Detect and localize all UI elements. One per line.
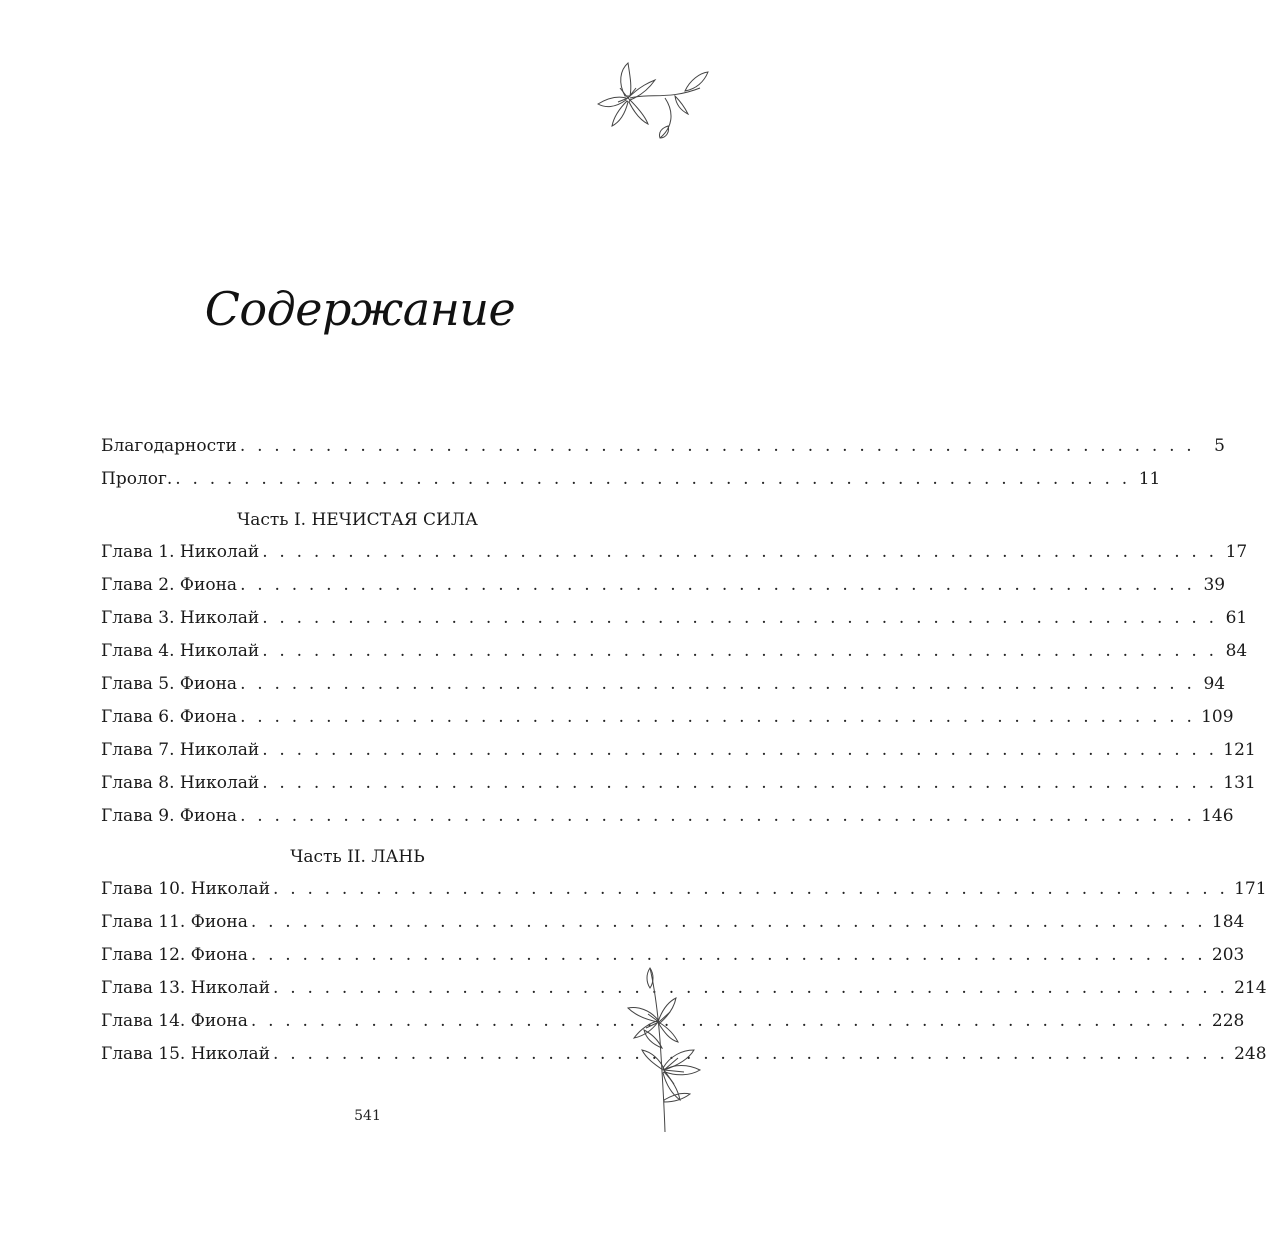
toc-entry-page: 17 (1225, 542, 1248, 562)
toc-entry-label: Глава 1. Николай (101, 542, 260, 562)
toc-entry-label: Глава 2. Фиона (101, 575, 238, 595)
toc-entry (101, 1038, 1267, 1071)
part-heading: Часть II. ЛАНЬ (290, 847, 425, 867)
toc-entry-page: 146 (1201, 806, 1234, 826)
toc-entry-label: Глава 3. Николай (101, 608, 260, 628)
leader-dots: . . . . . . . . . . . . . . . . . . . . . . . . . . . . . . . . . . . . . . . . . . . . . . . . . . . . . . . . (262, 773, 1218, 793)
toc-entry-label: Глава 5. Фиона (101, 674, 238, 694)
toc-entry-label: Глава 12. Фиона (101, 945, 248, 965)
leader-dots: . . . . . . . . . . . . . . . . . . . . . . . . . . . . . . . . . . . . . . . . . . . . . . . . . . . . . . . . (262, 641, 1218, 661)
leader-dots: . . . . . . . . . . . . . . . . . . . . . . . . . . . . . . . . . . . . . . . . . . . . . . . . . . . . . . . . (239, 436, 1195, 456)
leader-dots: . . . . . . . . . . . . . . . . . . . . . . . . . . . . . . . . . . . . . . . . . . . . . . . . . . . . . . . . (262, 740, 1218, 760)
toc-entry-page: 94 (1203, 674, 1226, 694)
leader-dots: . . . . . . . . . . . . . . . . . . . . . . . . . . . . . . . . . . . . . . . . . . . . . . . . . . . . . . . . (273, 978, 1229, 998)
leader-dots: . . . . . . . . . . . . . . . . . . . . . . . . . . . . . . . . . . . . . . . . . . . . . . . . . . . . . . . . (273, 879, 1229, 899)
toc-entry (101, 906, 1245, 939)
toc-entry-label: Пролог. (101, 469, 173, 489)
toc-entry (101, 430, 1225, 463)
toc-entry-label: Благодарности (101, 436, 237, 456)
leader-dots: . . . . . . . . . . . . . . . . . . . . . . . . . . . . . . . . . . . . . . . . . . . . . . . . . . . . . . . . (240, 575, 1196, 595)
toc-entry (101, 668, 1226, 701)
toc-entry-label: Глава 6. Фиона (101, 707, 238, 727)
leader-dots: . . . . . . . . . . . . . . . . . . . . . . . . . . . . . . . . . . . . . . . . . . . . . . . . . . . . . . . . (250, 912, 1206, 932)
leader-dots: . . . . . . . . . . . . . . . . . . . . . . . . . . . . . . . . . . . . . . . . . . . . . . . . . . . . . . . . (273, 1044, 1229, 1064)
toc-entry-label: Глава 8. Николай (101, 773, 260, 793)
toc-entry-label: Глава 14. Фиона (101, 1011, 248, 1031)
toc-entry-label: Глава 9. Фиона (101, 806, 238, 826)
leader-dots: . . . . . . . . . . . . . . . . . . . . . . . . . . . . . . . . . . . . . . . . . . . . . . . . . . . . . . . . (250, 945, 1206, 965)
toc-entry-page: 5 (1214, 436, 1225, 456)
toc-entry (101, 972, 1267, 1005)
toc-entry (101, 734, 1256, 767)
toc-entry-label: Глава 4. Николай (101, 641, 260, 661)
toc-entry-page: 61 (1225, 608, 1248, 628)
toc-entry (101, 1005, 1245, 1038)
leader-dots: . . . . . . . . . . . . . . . . . . . . . . . . . . . . . . . . . . . . . . . . . . . . . . . . . . . . . . . . (262, 608, 1218, 628)
leader-dots: . . . . . . . . . . . . . . . . . . . . . . . . . . . . . . . . . . . . . . . . . . . . . . . . . . . . . . . . (250, 1011, 1206, 1031)
toc-entry-page: 203 (1211, 945, 1245, 965)
toc-entry (101, 635, 1248, 668)
leader-dots: . . . . . . . . . . . . . . . . . . . . . . . . . . . . . . . . . . . . . . . . . . . . . . . . . . . . . . . . (240, 674, 1196, 694)
page-number: 541 (354, 1108, 381, 1124)
leader-dots: . . . . . . . . . . . . . . . . . . . . . . . . . . . . . . . . . . . . . . . . . . . . . . . . . . . . . . . . (240, 806, 1196, 826)
toc-entry (101, 939, 1245, 972)
toc-entry-page: 84 (1225, 641, 1248, 661)
toc-entry-page: 109 (1201, 707, 1234, 727)
toc-entry (101, 800, 1234, 833)
toc-entry-page: 214 (1234, 978, 1267, 998)
toc-entry (101, 873, 1267, 906)
toc-entry-page: 184 (1211, 912, 1245, 932)
leader-dots: . . . . . . . . . . . . . . . . . . . . . . . . . . . . . . . . . . . . . . . . . . . . . . . . . . . . . . . . (262, 542, 1218, 562)
toc-entry-label: Глава 11. Фиона (101, 912, 248, 932)
toc-entry-page: 171 (1234, 879, 1267, 899)
toc-entry-page: 131 (1223, 773, 1256, 793)
leader-dots: . . . . . . . . . . . . . . . . . . . . . . . . . . . . . . . . . . . . . . . . . . . . . . . . . . . . . . . . (175, 469, 1131, 489)
toc-entry-label: Глава 13. Николай (101, 978, 271, 998)
toc-entry-page: 248 (1234, 1044, 1267, 1064)
toc-entry-page: 121 (1223, 740, 1256, 760)
leader-dots: . . . . . . . . . . . . . . . . . . . . . . . . . . . . . . . . . . . . . . . . . . . . . . . . . . . . . . . . (240, 707, 1196, 727)
page-title: Содержание (204, 282, 516, 336)
toc-entry (101, 463, 1161, 496)
lily-flower-icon (590, 58, 715, 148)
toc-entry-page: 11 (1138, 469, 1161, 489)
toc-entry-page: 39 (1203, 575, 1226, 595)
toc-entry-label: Глава 10. Николай (101, 879, 271, 899)
toc-entry-label: Глава 15. Николай (101, 1044, 271, 1064)
toc-entry (101, 767, 1256, 800)
toc-entry (101, 569, 1226, 602)
toc-entry-label: Глава 7. Николай (101, 740, 260, 760)
toc-entry (101, 602, 1248, 635)
toc-entry (101, 701, 1234, 734)
toc-entry-page: 228 (1211, 1011, 1245, 1031)
toc-entry (101, 536, 1248, 569)
table-of-contents (101, 430, 1267, 1071)
part-heading: Часть I. НЕЧИСТАЯ СИЛА (237, 510, 478, 530)
